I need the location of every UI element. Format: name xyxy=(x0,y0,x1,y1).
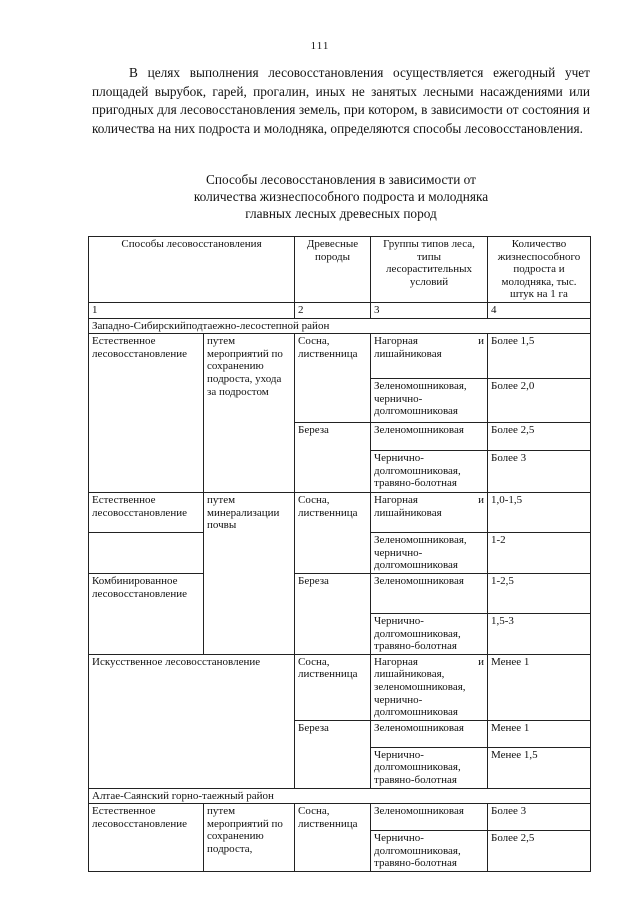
species-cell: Сосна, лиственница xyxy=(295,804,371,872)
group-cell: Нагорная и лишайниковая xyxy=(371,334,488,379)
region-name: Алтае-Саянский горно-таежный район xyxy=(89,788,591,804)
value-cell: Менее 1 xyxy=(488,720,591,747)
title-line: количества жизнеспособного подроста и молодняка xyxy=(193,189,489,204)
value-cell: Менее 1,5 xyxy=(488,747,591,788)
value-cell: Более 2,0 xyxy=(488,379,591,423)
value-cell: Более 3 xyxy=(488,451,591,493)
species-cell: Береза xyxy=(295,720,371,788)
method-cell-empty xyxy=(89,533,204,574)
value-cell: Более 2,5 xyxy=(488,423,591,451)
submethod-cell: путем мероприятий по сохранению подроста, xyxy=(204,804,295,872)
value-cell: Менее 1 xyxy=(488,654,591,720)
value-cell: 1-2,5 xyxy=(488,573,591,613)
table-title xyxy=(92,171,590,222)
group-cell: Чернично-долгомошниковая, травяно-болотная xyxy=(371,747,488,788)
reforestation-table xyxy=(88,236,591,872)
table-row xyxy=(89,804,591,831)
table-row xyxy=(89,573,591,613)
species-cell: Сосна, лиственница xyxy=(295,334,371,423)
group-cell: Зеленомошниковая xyxy=(371,573,488,613)
col-number: 1 xyxy=(89,302,295,318)
column-number-row xyxy=(89,302,591,318)
group-cell: Зеленомошниковая xyxy=(371,423,488,451)
method-cell: Комбинированное лесовосстановление xyxy=(89,573,204,654)
group-cell: Зеленомошниковая, чернично-долгомошниковая xyxy=(371,379,488,423)
value-cell: Более 3 xyxy=(488,804,591,831)
col-number: 4 xyxy=(488,302,591,318)
value-cell: 1,5-3 xyxy=(488,613,591,654)
method-cell: Естественное лесовосстановление xyxy=(89,334,204,493)
value-cell: 1-2 xyxy=(488,533,591,574)
species-cell: Сосна, лиственница xyxy=(295,654,371,720)
group-cell: Чернично-долгомошниковая, травяно-болотная xyxy=(371,451,488,493)
group-cell: Зеленомошниковая, чернично-долгомошниковая xyxy=(371,533,488,574)
group-cell: Нагорная и лишайниковая xyxy=(371,493,488,533)
col-number: 2 xyxy=(295,302,371,318)
region-name: Западно-Сибирскийподтаежно-лесостепной район xyxy=(89,318,591,334)
header-method: Способы лесовосстановления xyxy=(89,237,295,303)
method-cell: Естественное лесовосстановление xyxy=(89,493,204,533)
page-number: 111 xyxy=(310,40,330,52)
header-groups: Группы типов леса, типы лесорастительных условий xyxy=(371,237,488,303)
header-quantity: Количество жизнеспособного подроста и молодняка, тыс. штук на 1 га xyxy=(488,237,591,303)
group-cell: Чернично-долгомошниковая, травяно-болотная xyxy=(371,613,488,654)
value-cell: Более 1,5 xyxy=(488,334,591,379)
value-cell: Более 2,5 xyxy=(488,831,591,872)
region-row xyxy=(89,318,591,334)
group-cell: Чернично-долгомошниковая, травяно-болотная xyxy=(371,831,488,872)
method-cell: Искусственное лесовосстановление xyxy=(89,654,295,788)
header-row xyxy=(89,237,591,303)
title-line: Способы лесовосстановления в зависимости от xyxy=(206,172,476,187)
value-cell: 1,0-1,5 xyxy=(488,493,591,533)
table-row xyxy=(89,493,591,533)
region-row xyxy=(89,788,591,804)
group-cell: Нагорная и лишайниковая, зеленомошниковая, чернично-долгомошниковая xyxy=(371,654,488,720)
group-cell: Зеленомошниковая xyxy=(371,804,488,831)
table-row xyxy=(89,654,591,720)
submethod-cell: путем мероприятий по сохранению подроста, ухода за подростом xyxy=(204,334,295,493)
species-cell: Сосна, лиственница xyxy=(295,493,371,574)
species-cell: Береза xyxy=(295,573,371,654)
col-number: 3 xyxy=(371,302,488,318)
submethod-cell: путем минерализации почвы xyxy=(204,493,295,655)
method-cell: Естественное лесовосстановление xyxy=(89,804,204,872)
group-cell: Зеленомошниковая xyxy=(371,720,488,747)
header-species: Древесные породы xyxy=(295,237,371,303)
table-row xyxy=(89,334,591,379)
species-cell: Береза xyxy=(295,423,371,493)
title-line: главных лесных древесных пород xyxy=(245,206,437,221)
intro-paragraph: В целях выполнения лесовосстановления осуществляется ежегодный учет площадей вырубок, гарей, прогалин, иных не занятых лесными насаждениями или пригодных для лесовосстановления земель, при котором, в зависимости от состояния и количества на них подроста и молодняка, определяются способы лесовосстановления. xyxy=(92,65,590,136)
